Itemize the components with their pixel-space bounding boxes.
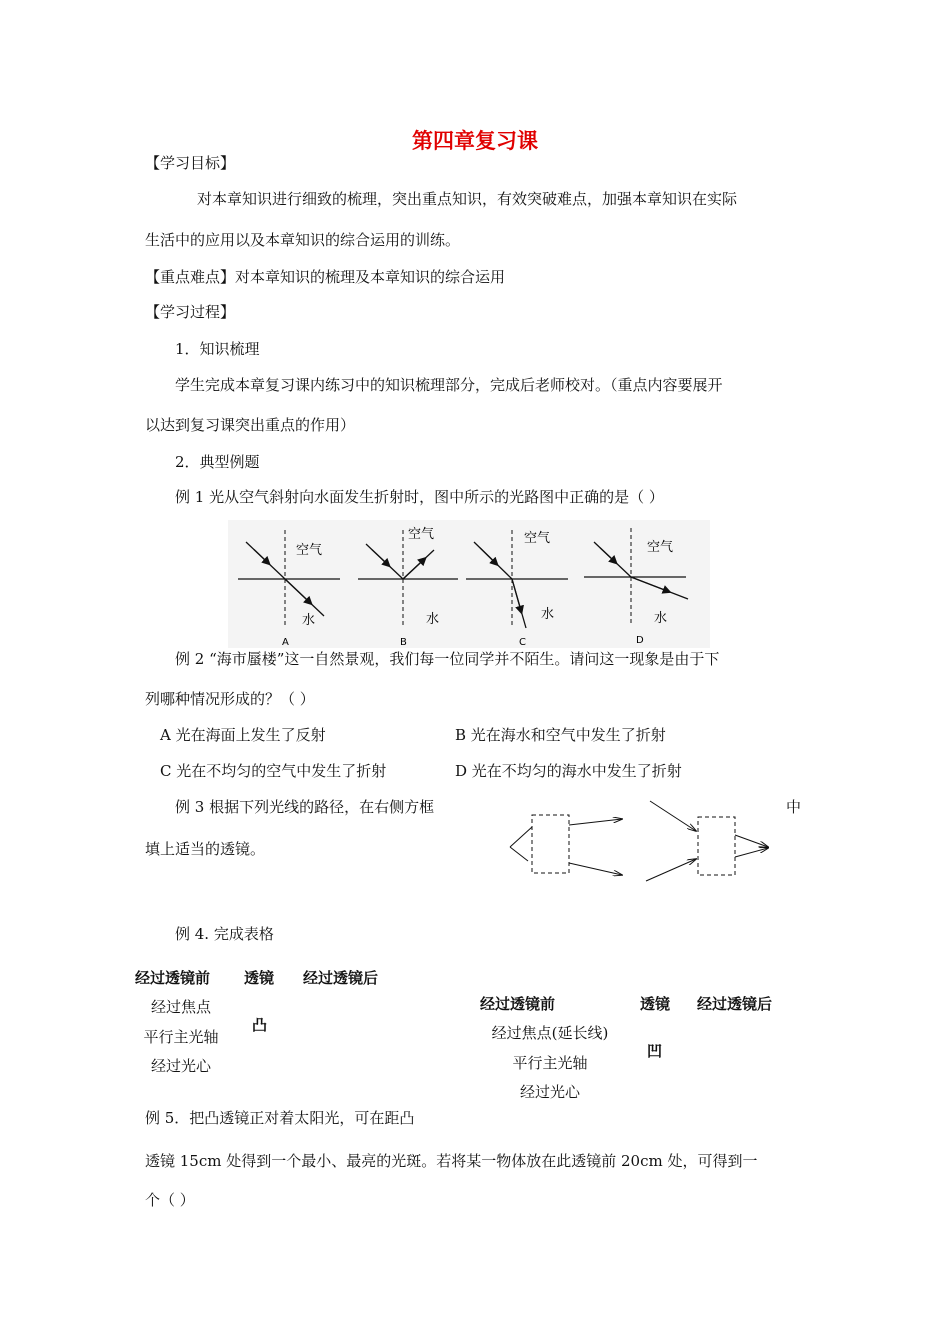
lens-box-right [698, 817, 735, 875]
example-1-question: 例 1 光从空气斜射向水面发生折射时，图中所示的光路图中正确的是（ ） [175, 488, 664, 506]
example-5-line-2: 透镜 15cm 处得到一个最小、最亮的光斑。若将某一物体放在此透镜前 20cm 处，可得到一 [145, 1152, 758, 1170]
section-1-line-2: 以达到复习课突出重点的作用） [145, 416, 356, 434]
diagram-c-water-label: 水 [541, 607, 555, 622]
example-2-option-b: B 光在海水和空气中发生了折射 [455, 726, 666, 744]
goal-line-1: 对本章知识进行细致的梳理，突出重点知识，有效突破难点，加强本章知识在实际 [197, 190, 738, 208]
table2-header-after: 经过透镜后 [697, 995, 773, 1013]
page-title: 第四章复习课 [412, 129, 538, 153]
diagram-d-air-label: 空气 [647, 540, 674, 555]
example-3-line-1-end: 中 [786, 798, 802, 816]
table1-header-after: 经过透镜后 [303, 969, 379, 987]
table1-row-1: 经过焦点 [150, 998, 211, 1016]
key-heading: 【重点难点】 [145, 268, 236, 286]
example-2-line-1: 例 2 “海市蜃楼”这一自然景观，我们每一位同学并不陌生。请问这一现象是由于下 [175, 650, 720, 668]
table1-header-lens: 透镜 [244, 969, 275, 987]
example-2-option-a: A 光在海面上发生了反射 [160, 726, 326, 744]
diagram-b-water-label: 水 [426, 612, 440, 627]
table1-lens-convex: 凸 [252, 1016, 268, 1034]
diagram-b-letter: B [400, 637, 407, 648]
diagram-a-letter: A [282, 637, 289, 648]
table1-row-2: 平行主光轴 [143, 1028, 219, 1046]
lens-ray-diagram [500, 795, 780, 887]
table2-lens-concave: 凹 [647, 1042, 663, 1060]
example-2-option-c: C 光在不均匀的空气中发生了折射 [160, 762, 387, 780]
diagram-a-air-label: 空气 [296, 543, 323, 558]
example-3-line-1: 例 3 根据下列光线的路径，在右侧方框 [175, 798, 435, 816]
example-5-line-1: 例 5．把凸透镜正对着太阳光，可在距凸 [145, 1109, 415, 1127]
example-5-line-3: 个（ ） [145, 1191, 195, 1209]
example-4-title: 例 4. 完成表格 [175, 925, 274, 943]
table1-row-3: 经过光心 [150, 1057, 211, 1075]
process-heading: 【学习过程】 [145, 303, 236, 321]
diagram-b-air-label: 空气 [408, 527, 435, 542]
key-text: 对本章知识的梳理及本章知识的综合运用 [235, 268, 506, 286]
table2-header-lens: 透镜 [640, 995, 671, 1013]
diagram-d-water-label: 水 [654, 611, 668, 626]
example-2-option-d: D 光在不均匀的海水中发生了折射 [455, 762, 682, 780]
diagram-d-letter: D [636, 635, 644, 646]
example-3-line-2: 填上适当的透镜。 [145, 840, 266, 858]
diagram-a-water-label: 水 [302, 613, 316, 628]
goal-line-2: 生活中的应用以及本章知识的综合运用的训练。 [145, 231, 461, 249]
goal-heading: 【学习目标】 [145, 154, 236, 172]
table2-row-3: 经过光心 [519, 1083, 580, 1101]
table2-row-1: 经过焦点(延长线) [491, 1024, 609, 1042]
table2-header-before: 经过透镜前 [480, 995, 556, 1013]
section-1-title: 1．知识梳理 [175, 340, 260, 358]
section-1-line-1: 学生完成本章复习课内练习中的知识梳理部分，完成后老师校对。（重点内容要展开 [175, 376, 723, 394]
refraction-diagrams [228, 520, 710, 648]
table1-header-before: 经过透镜前 [135, 969, 211, 987]
table2-row-2: 平行主光轴 [512, 1054, 588, 1072]
example-2-line-2: 列哪种情况形成的？（ ） [145, 690, 315, 708]
key-section [145, 266, 505, 287]
diagram-c-air-label: 空气 [524, 531, 551, 546]
diagram-c-letter: C [519, 637, 526, 648]
lens-box-left [532, 815, 569, 873]
section-2-title: 2．典型例题 [175, 453, 260, 471]
